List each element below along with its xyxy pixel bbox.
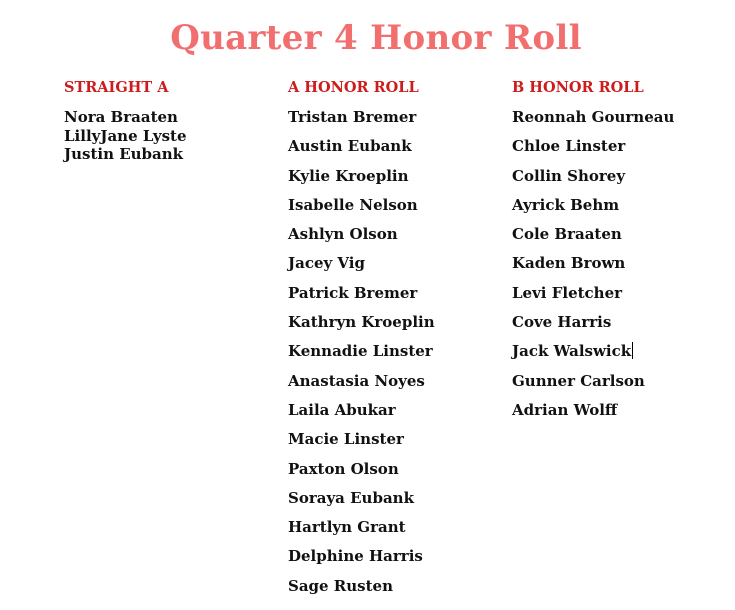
list-item: Justin Eubank (64, 145, 184, 163)
list-item: Hartlyn Grant (288, 518, 406, 537)
list-item: Isabelle Nelson (288, 195, 418, 214)
list-item[interactable] (512, 342, 674, 371)
list-item: Anastasia Noyes (288, 371, 425, 390)
list-item: Jacey Vig (288, 254, 365, 273)
list-item: Sage Rusten (288, 576, 393, 595)
list-item: Kennadie Linster (288, 342, 433, 361)
list-item: Ashlyn Olson (288, 225, 398, 244)
list-item: Ayrick Behm (512, 195, 620, 214)
list-item: Patrick Bremer (288, 283, 418, 302)
column-b-honor-roll (512, 79, 674, 430)
column-heading: B HONOR ROLL (512, 79, 644, 96)
list-item: Kathryn Kroeplin (288, 313, 435, 332)
page-title: Quarter 4 Honor Roll (170, 18, 582, 58)
list-item: Kylie Kroeplin (288, 166, 409, 185)
list-item: Cove Harris (512, 313, 612, 332)
list-item: Adrian Wolff (512, 400, 618, 419)
list-item: Reonnah Gourneau (512, 108, 675, 126)
list-item: Laila Abukar (288, 400, 396, 419)
column-heading: A HONOR ROLL (288, 79, 419, 96)
list-item: Collin Shorey (512, 166, 626, 185)
column-a-honor-roll (288, 79, 435, 606)
name-list (288, 108, 435, 606)
list-item-text: Jack Walswick (512, 342, 632, 361)
list-item: Soraya Eubank (288, 488, 414, 507)
name-list (64, 108, 187, 164)
list-item: Nora Braaten (64, 108, 178, 126)
column-heading: STRAIGHT A (64, 79, 169, 96)
list-item: Cole Braaten (512, 225, 622, 244)
list-item: Macie Linster (288, 430, 404, 449)
list-item: Paxton Olson (288, 459, 399, 478)
column-straight-a (64, 79, 187, 164)
name-list (512, 108, 674, 430)
list-item: Levi Fletcher (512, 283, 623, 302)
list-item: LillyJane Lyste (64, 126, 187, 145)
list-item: Delphine Harris (288, 547, 423, 566)
list-item: Gunner Carlson (512, 371, 645, 390)
list-item: Tristan Bremer (288, 108, 417, 126)
list-item: Chloe Linster (512, 137, 626, 156)
list-item: Kaden Brown (512, 254, 626, 273)
list-item: Austin Eubank (288, 137, 412, 156)
text-cursor (632, 342, 633, 359)
